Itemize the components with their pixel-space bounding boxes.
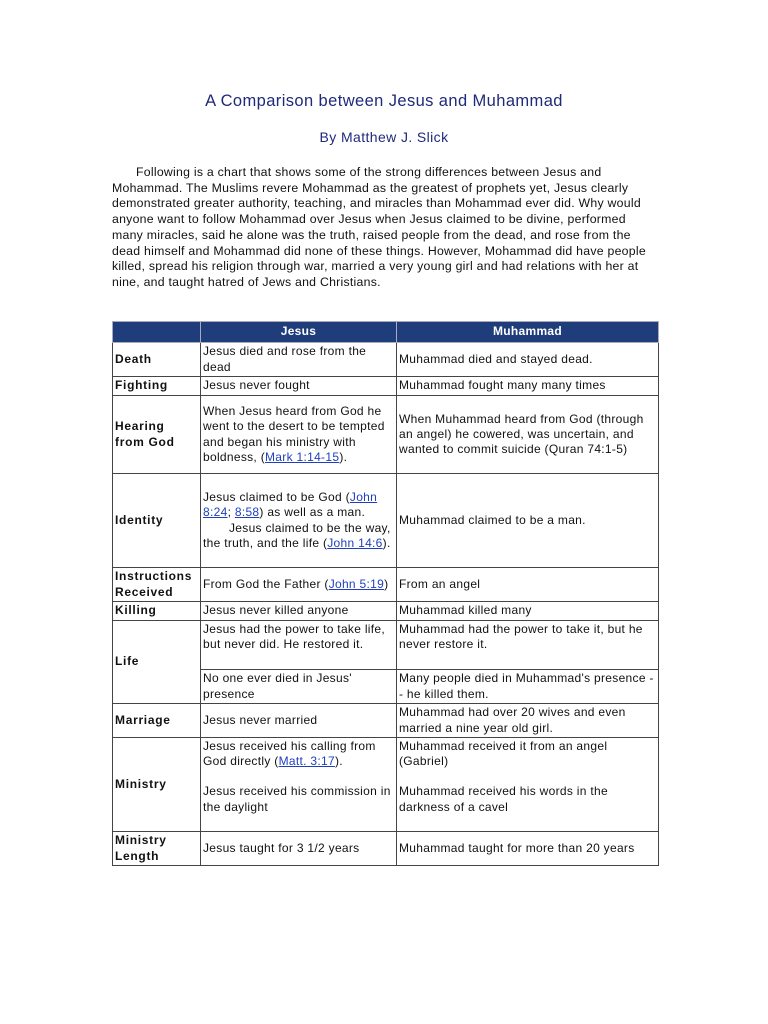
scripture-link-john-8-24[interactable]: John 8:24	[203, 490, 378, 520]
cell-text: Jesus received his commission in the daylight	[203, 784, 391, 814]
jesus-cell: Jesus taught for 3 1/2 years	[201, 832, 397, 866]
muhammad-cell: Muhammad taught for more than 20 years	[397, 832, 659, 866]
cell-text: Muhammad received his words in the darkness of a cavel	[399, 784, 608, 814]
muhammad-cell: Muhammad fought many many times	[397, 377, 659, 396]
intro-paragraph	[112, 165, 656, 291]
muhammad-cell: Muhammad killed many	[397, 602, 659, 621]
row-topic: Ministry	[113, 738, 201, 832]
jesus-cell: Jesus died and rose from the dead	[201, 343, 397, 377]
row-topic: Killing	[113, 602, 201, 621]
header-jesus: Jesus	[201, 322, 397, 343]
row-topic: Fighting	[113, 377, 201, 396]
scripture-link-mark[interactable]: Mark 1:14-15	[265, 449, 340, 464]
jesus-cell	[201, 568, 397, 602]
jesus-cell	[201, 738, 397, 832]
jesus-cell	[201, 474, 397, 568]
cell-text: Jesus claimed to be the way, the truth, and the life (	[203, 520, 391, 550]
jesus-cell: Jesus never killed anyone	[201, 602, 397, 621]
row-topic: Life	[113, 621, 201, 704]
muhammad-cell: Muhammad had the power to take it, but he never restore it.	[397, 621, 659, 670]
table-row	[113, 474, 659, 568]
muhammad-cell: Muhammad claimed to be a man.	[397, 474, 659, 568]
jesus-cell: Jesus never fought	[201, 377, 397, 396]
jesus-cell	[201, 396, 397, 474]
muhammad-cell: Many people died in Muhammad's presence -- he killed them.	[397, 670, 659, 704]
intro-text: Following is a chart that shows some of the strong differences between Jesus and Mohammad. The Muslims revere Mohammad as the greatest of prophets yet, Jesus clearly demonstrated greater authority, teaching, and miracles than Mohammad ever did. Why would anyone want to follow Mohammad over Jesus when Jesus claimed to be divine, performed many miracles, said he alone was the truth, raised people from the dead, and rose from the dead himself and Mohammad did none of these things. However, Mohammad did have people killed, spread his religion through war, married a very young girl and had relations with her at nine, and taught hatred of Jews and Christians.	[112, 165, 646, 289]
table-row	[113, 704, 659, 738]
cell-text: ).	[334, 754, 343, 769]
cell-text: From God the Father (	[203, 576, 329, 591]
row-topic: Death	[113, 343, 201, 377]
cell-text: ) as well as a man.	[259, 505, 366, 520]
header-topic	[113, 322, 201, 343]
scripture-link-john-14-6[interactable]: John 14:6	[327, 535, 383, 550]
cell-text: Jesus claimed to be God (	[203, 490, 350, 505]
author-byline: By Matthew J. Slick	[319, 129, 449, 145]
table-row	[113, 377, 659, 396]
cell-text: ;	[227, 505, 235, 520]
muhammad-cell: Muhammad had over 20 wives and even married a nine year old girl.	[397, 704, 659, 738]
header-muhammad: Muhammad	[397, 322, 659, 343]
table-row	[113, 602, 659, 621]
table-header-row	[113, 322, 659, 343]
muhammad-cell	[397, 738, 659, 832]
table-row	[113, 832, 659, 866]
jesus-cell: No one ever died in Jesus' presence	[201, 670, 397, 704]
row-topic: Identity	[113, 474, 201, 568]
table-row	[113, 568, 659, 602]
scripture-link-john-5-19[interactable]: John 5:19	[328, 576, 385, 591]
comparison-table	[112, 321, 659, 866]
cell-text: When Jesus heard from God he went to the desert to be tempted and began his ministry with boldness, (	[203, 404, 385, 464]
scripture-link-matt-3-17[interactable]: Matt. 3:17	[278, 754, 335, 769]
muhammad-cell: From an angel	[397, 568, 659, 602]
jesus-cell: Jesus never married	[201, 704, 397, 738]
muhammad-cell: When Muhammad heard from God (through an angel) he cowered, was uncertain, and wanted to commit suicide (Quran 74:1-5)	[397, 396, 659, 474]
table-row	[113, 343, 659, 377]
muhammad-cell: Muhammad died and stayed dead.	[397, 343, 659, 377]
jesus-cell: Jesus had the power to take life, but never did. He restored it.	[201, 621, 397, 670]
cell-text: )	[384, 576, 389, 591]
row-topic: Ministry Length	[113, 832, 201, 866]
row-topic: Hearing from God	[113, 396, 201, 474]
page-title: A Comparison between Jesus and Muhammad	[205, 92, 563, 110]
cell-text: ).	[382, 535, 391, 550]
cell-text: Jesus received his calling from God directly (	[203, 739, 376, 769]
cell-text: ).	[339, 449, 348, 464]
table-row	[113, 396, 659, 474]
row-topic: Instructions Received	[113, 568, 201, 602]
table-row	[113, 621, 659, 670]
row-topic: Marriage	[113, 704, 201, 738]
table-row	[113, 738, 659, 832]
cell-text: Muhammad received it from an angel (Gabriel)	[399, 739, 608, 769]
scripture-link-8-58[interactable]: 8:58	[234, 505, 260, 520]
